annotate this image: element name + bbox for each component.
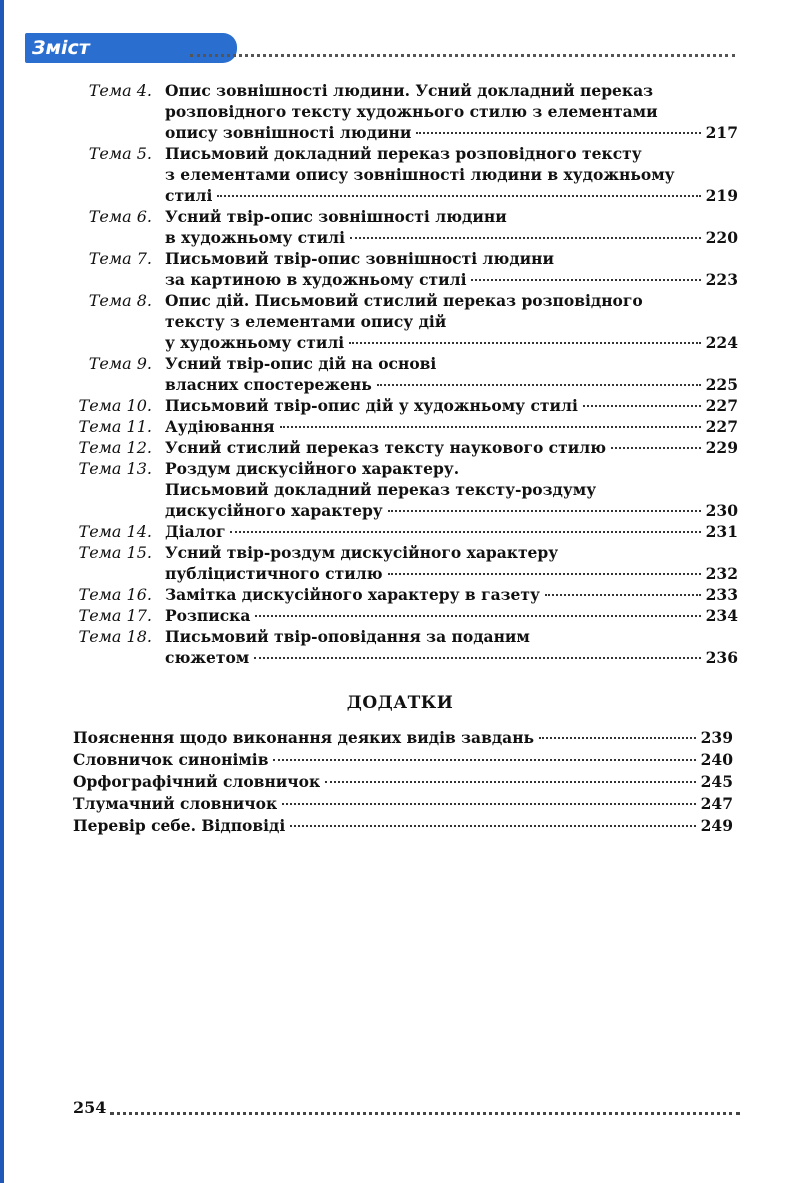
toc-entry-title-line: Усний твір-опис дій на основі (165, 354, 437, 373)
toc-entry-page: 227 (705, 396, 738, 415)
appendix-item[interactable] (73, 771, 733, 792)
toc-entry-topic: Тема 7. (88, 249, 152, 268)
dot-leader (388, 510, 701, 512)
toc-entry-title-line: у художньому стилі (165, 333, 345, 352)
dot-leader (583, 405, 701, 407)
dot-leader (539, 737, 696, 739)
toc-entry-title-line: Розписка (165, 606, 251, 625)
toc-entry-title-line: Усний твір-роздум дискусійного характеру (165, 543, 559, 562)
toc-entry-page: 236 (705, 648, 738, 667)
toc-entry-page: 224 (705, 333, 738, 352)
dot-leader (349, 342, 700, 344)
toc-entry-topic: Тема 8. (88, 291, 152, 310)
appendix-item[interactable] (73, 749, 733, 770)
dot-leader (545, 594, 701, 596)
toc-entry-page: 220 (705, 228, 738, 247)
appendix-item-page: 239 (700, 728, 733, 747)
toc-entry-topic: Тема 17. (78, 606, 152, 625)
toc-entry-title-line: публіцистичного стилю (165, 564, 383, 583)
dot-leader (255, 615, 700, 617)
toc-entry-topic: Тема 9. (88, 354, 152, 373)
toc-entry-title-line: Замітка дискусійного характеру в газету (165, 585, 540, 604)
toc-entry-title-line: Письмовий твір-опис дій у художньому стилі (165, 396, 578, 415)
dot-leader (377, 384, 701, 386)
toc-entry-page: 227 (705, 417, 738, 436)
toc-entry-page: 223 (705, 270, 738, 289)
toc-entry-page: 230 (705, 501, 738, 520)
toc-entry-topic: Тема 16. (78, 585, 152, 604)
toc-entry-title-line: стилі (165, 186, 213, 205)
toc-entry-page: 231 (705, 522, 738, 541)
toc-entry-topic: Тема 14. (78, 522, 152, 541)
toc-entry-topic: Тема 4. (88, 81, 152, 100)
toc-entry-title-line: сюжетом (165, 648, 250, 667)
toc-entry-topic: Тема 15. (78, 543, 152, 562)
dot-leader (611, 447, 701, 449)
toc-entry-topic: Тема 11. (78, 417, 152, 436)
toc-entry-page: 229 (705, 438, 738, 457)
toc-entry-title-line: в художньому стилі (165, 228, 345, 247)
toc-entry-title-line: власних спостережень (165, 375, 372, 394)
toc-entry-page: 217 (705, 123, 738, 142)
appendix-item[interactable] (73, 727, 733, 748)
dot-leader (416, 132, 700, 134)
footer-dotted-rule (110, 1112, 740, 1115)
toc-entry-title-line: Письмовий докладний переказ розповідного тексту (165, 144, 642, 163)
appendix-item-page: 249 (700, 816, 733, 835)
appendix-item-page: 247 (700, 794, 733, 813)
appendix-item-label: Тлумачний словничок (73, 794, 278, 813)
toc-entry-title-line: Усний стислий переказ тексту наукового стилю (165, 438, 607, 457)
toc-entry-topic: Тема 13. (78, 459, 152, 478)
dot-leader (254, 657, 700, 659)
page-number: 254 (73, 1098, 107, 1117)
toc-entry-title-line: Опис дій. Письмовий стислий переказ розповідного (165, 291, 643, 310)
toc-entry-topic: Тема 5. (88, 144, 152, 163)
toc-entry-topic: Тема 6. (88, 207, 152, 226)
appendix-item-label: Орфографічний словничок (73, 772, 321, 791)
toc-entry-page: 232 (705, 564, 738, 583)
toc-entry-page: 234 (705, 606, 738, 625)
toc-entry-title-line: Письмовий докладний переказ тексту-роздуму (165, 480, 597, 499)
appendix-title: ДОДАТКИ (346, 693, 454, 713)
section-title: Зміст (32, 37, 90, 59)
appendix-item-page: 240 (700, 750, 733, 769)
dot-leader (325, 781, 695, 783)
toc-entry-title-line: Аудіювання (165, 417, 275, 436)
appendix-item-label: Перевір себе. Відповіді (73, 816, 286, 835)
toc-entry-title-line: Діалог (165, 522, 226, 541)
dot-leader (388, 573, 701, 575)
toc-entry-title-line: Роздум дискусійного характеру. (165, 459, 460, 478)
dot-leader (230, 531, 700, 533)
toc-entry-title-line: Опис зовнішності людини. Усний докладний переказ (165, 81, 654, 100)
toc-entry-title-line: дискусійного характеру (165, 501, 383, 520)
appendix-item[interactable] (73, 793, 733, 814)
toc-entry-title-line: за картиною в художньому стилі (165, 270, 467, 289)
toc-entry-page: 233 (705, 585, 738, 604)
toc-entry-title-line: Письмовий твір-опис зовнішності людини (165, 249, 554, 268)
toc-entry-title-line: Письмовий твір-оповідання за поданим (165, 627, 530, 646)
toc-entry-title-line: тексту з елементами опису дій (165, 312, 447, 331)
dot-leader (290, 825, 695, 827)
dot-leader (273, 759, 695, 761)
toc-entry-topic: Тема 18. (78, 627, 152, 646)
dot-leader (471, 279, 700, 281)
left-edge-stripe (0, 0, 4, 1183)
dot-leader (282, 803, 695, 805)
toc-entry-page: 225 (705, 375, 738, 394)
toc-entry-title-line: розповідного тексту художнього стилю з елементами (165, 102, 658, 121)
dot-leader (217, 195, 700, 197)
appendix-item-page: 245 (700, 772, 733, 791)
appendix-item[interactable] (73, 815, 733, 836)
dot-leader (280, 426, 701, 428)
header-dotted-rule (190, 54, 735, 57)
appendix-item-label: Пояснення щодо виконання деяких видів завдань (73, 728, 535, 747)
toc-entry-title-line: Усний твір-опис зовнішності людини (165, 207, 507, 226)
toc-entry-topic: Тема 12. (78, 438, 152, 457)
toc-entry-page: 219 (705, 186, 738, 205)
toc-entry-title-line: опису зовнішності людини (165, 123, 412, 142)
toc-entry-title-line: з елементами опису зовнішності людини в художньому (165, 165, 675, 184)
dot-leader (350, 237, 701, 239)
toc-entry-topic: Тема 10. (78, 396, 152, 415)
appendix-item-label: Словничок синонімів (73, 750, 269, 769)
